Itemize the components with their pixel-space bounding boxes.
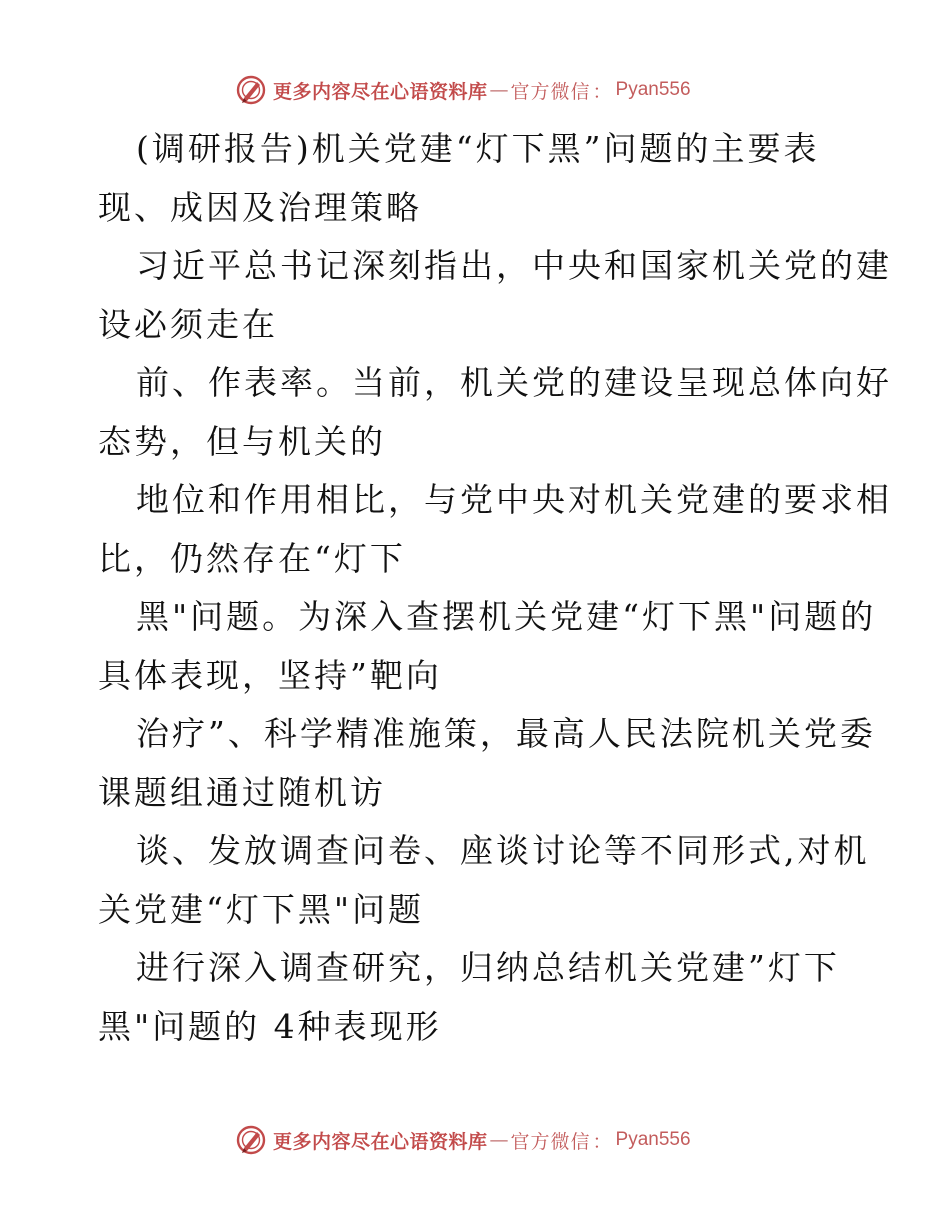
text-line: 设必须走在 xyxy=(98,304,278,344)
watermark-separator: ： xyxy=(592,80,612,103)
text-line: 黑"问题的 4种表现形 xyxy=(98,1006,442,1046)
pen-logo-icon xyxy=(235,74,267,106)
watermark-separator: ： xyxy=(592,1130,612,1153)
pen-logo-icon xyxy=(235,1124,267,1156)
text-line: 治疗”、科学精准施策，最高人民法院机关党委 xyxy=(136,714,876,753)
text-line: 课题组通过随机访 xyxy=(98,772,386,812)
text-line: 前、作表率。当前，机关党的建设呈现总体向好 xyxy=(136,363,892,402)
watermark-dash: — xyxy=(489,1129,509,1151)
watermark-promo-text: 更多内容尽在心语资料库 xyxy=(273,80,488,103)
footer-watermark xyxy=(235,1122,715,1158)
text-line: (调研报告)机关党建“灯下黑”问题的主要表 xyxy=(136,129,820,168)
text-line: 习近平总书记深刻指出，中央和国家机关党的建 xyxy=(136,246,892,285)
watermark-handle: Pyan556 xyxy=(615,1129,691,1150)
text-line: 现、成因及治理策略 xyxy=(98,187,422,227)
watermark-promo-text: 更多内容尽在心语资料库 xyxy=(273,1130,488,1153)
watermark-dash: — xyxy=(489,79,509,101)
watermark-wechat-label: 官方微信 xyxy=(510,80,591,103)
watermark-handle: Pyan556 xyxy=(615,79,691,100)
text-line: 比，仍然存在“灯下 xyxy=(98,538,406,578)
watermark-wechat-label: 官方微信 xyxy=(510,1130,591,1153)
document-body xyxy=(98,120,892,1056)
text-line: 地位和作用相比，与党中央对机关党建的要求相 xyxy=(136,480,892,519)
text-line: 进行深入调查研究，归纳总结机关党建”灯下 xyxy=(136,948,840,987)
text-line: 关党建“灯下黑"问题 xyxy=(98,889,425,929)
text-line: 谈、发放调查问卷、座谈讨论等不同形式,对机 xyxy=(136,831,870,870)
text-line: 态势，但与机关的 xyxy=(98,421,386,461)
text-line: 具体表现，坚持”靶向 xyxy=(98,655,442,695)
header-watermark xyxy=(235,72,715,108)
text-line: 黑"问题。为深入查摆机关党建“灯下黑"问题的 xyxy=(136,597,877,636)
